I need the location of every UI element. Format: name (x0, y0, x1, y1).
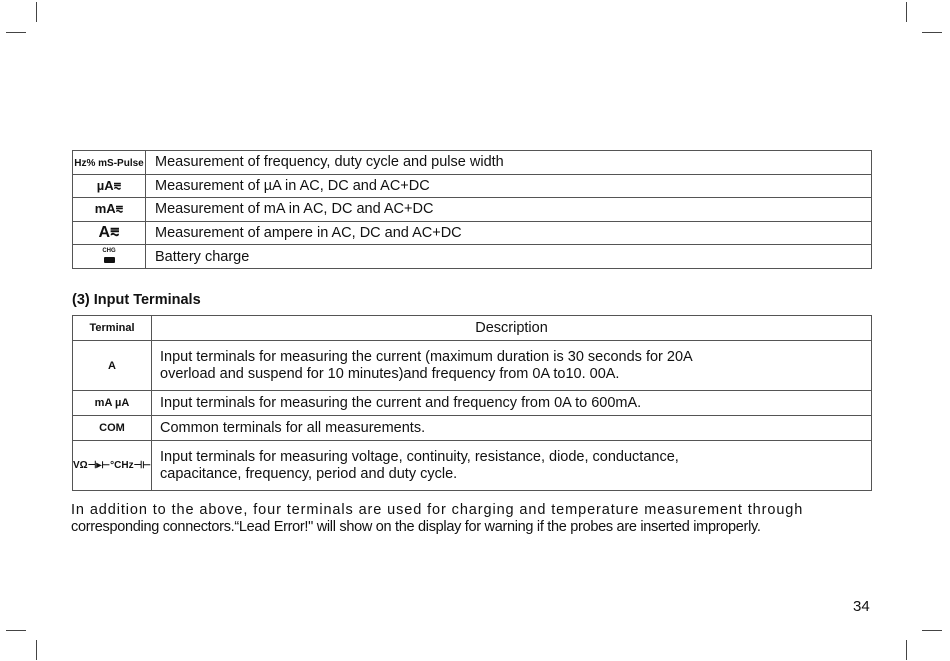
microamp-symbol: µA⩳ (73, 174, 146, 198)
table-row (73, 198, 872, 222)
terminals-table (72, 315, 872, 491)
crop-mark (922, 32, 942, 33)
ampere-symbol: A⩳ (73, 221, 146, 245)
description-column-header: Description (152, 316, 872, 341)
crop-mark (36, 640, 37, 660)
section-heading: (3) Input Terminals (72, 292, 201, 308)
table-row (73, 245, 872, 269)
terminal-description: Input terminals for measuring voltage, continuity, resistance, diode, conductance, capacitance, frequency, period and duty cycle. (152, 441, 872, 491)
battery-charge-icon: CHG (102, 247, 115, 263)
symbol-description: Measurement of mA in AC, DC and AC+DC (146, 198, 872, 222)
footnote-paragraph: In addition to the above, four terminals are used for charging and temperature measurement through corresponding connectors.“Lead Error!" will show on the display for warning if the probes are inserted improperly. (71, 502, 804, 535)
battery-charge-symbol (73, 245, 146, 269)
table-row (73, 151, 872, 175)
terminal-label: COM (73, 416, 152, 441)
table-row (73, 391, 872, 416)
symbol-description: Measurement of frequency, duty cycle and pulse width (146, 151, 872, 175)
crop-mark (922, 630, 942, 631)
crop-mark (906, 640, 907, 660)
crop-mark (6, 32, 26, 33)
terminal-description: Input terminals for measuring the current and frequency from 0A to 600mA. (152, 391, 872, 416)
terminal-description: Common terminals for all measurements. (152, 416, 872, 441)
terminal-description: Input terminals for measuring the current (maximum duration is 30 seconds for 20A overload and suspend for 10 minutes)and frequency from 0A to10. 00A. (152, 341, 872, 391)
crop-mark (906, 2, 907, 22)
symbols-table (72, 150, 872, 269)
crop-mark (36, 2, 37, 22)
table-row (73, 416, 872, 441)
table-row (73, 174, 872, 198)
crop-mark (6, 630, 26, 631)
page-number: 34 (853, 598, 870, 615)
terminal-label: mA µA (73, 391, 152, 416)
table-header-row (73, 316, 872, 341)
table-row (73, 441, 872, 491)
terminal-column-header: Terminal (73, 316, 152, 341)
table-row (73, 341, 872, 391)
milliamp-symbol: mA⩳ (73, 198, 146, 222)
table-row (73, 221, 872, 245)
frequency-symbol: Hz% mS-Pulse (73, 151, 146, 175)
symbol-description: Battery charge (146, 245, 872, 269)
symbol-description: Measurement of µA in AC, DC and AC+DC (146, 174, 872, 198)
terminal-label: A (73, 341, 152, 391)
terminal-label: VΩ⊣▸⊢°CHz⊣⊢ (73, 441, 152, 491)
symbol-description: Measurement of ampere in AC, DC and AC+DC (146, 221, 872, 245)
